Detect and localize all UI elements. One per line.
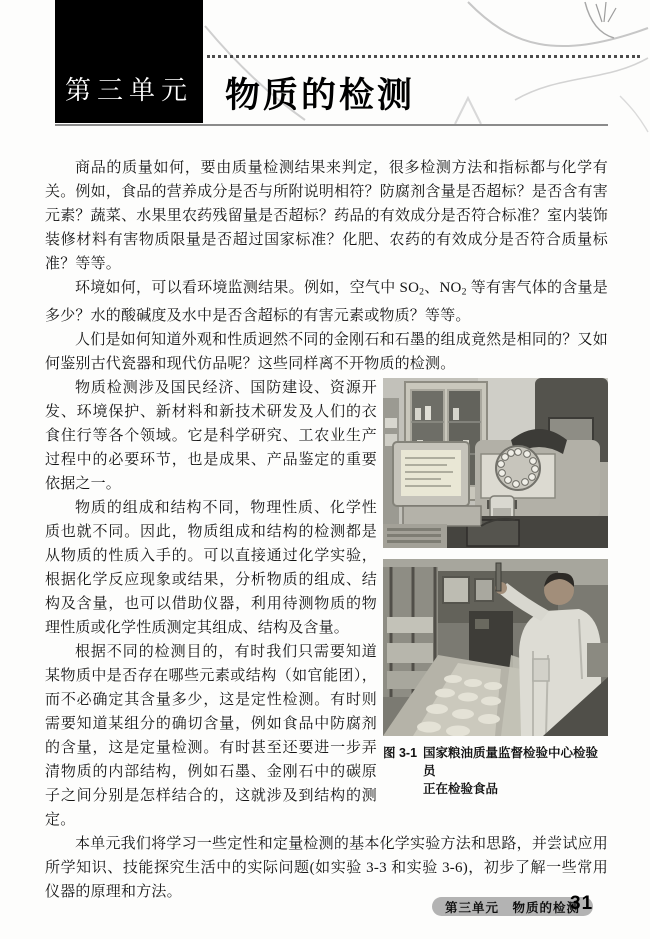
body-paragraph-1: 商品的质量如何，要由质量检测结果来判定，很多检测方法和指标都与化学有关。例如，食品的营养成分是否与所附说明相符？防腐剂含量是否超标？是否含有害元素？蔬菜、水果里农药残留量是否超标？药品的有效成分是否符合标准？室内装饰装修材料有害物质限量是否超过国家标准？化肥、农药的有效成分是否符合质量标准？等等。 xyxy=(45,160,608,272)
body-paragraph-2 xyxy=(45,276,608,328)
paragraph-2-segment: 环境如何，可以看环境监测结果。例如，空气中 SO xyxy=(75,280,420,296)
figure-caption-line1: 国家粮油质量监督检验中心检验员 xyxy=(423,746,599,779)
so2-subscript: 2 xyxy=(419,286,425,298)
unit-number-label: 第三单元 xyxy=(64,75,193,105)
figure-caption-text xyxy=(423,744,608,798)
paragraph-2-segment: 、NO xyxy=(424,280,462,296)
page-title: 物质的检测 xyxy=(225,76,416,115)
no2-subscript: 2 xyxy=(461,286,467,298)
paragraph-2-segment: 等有害气体的含量是多少？水的酸碱度及水中是否含超标的有害元素或物质？等等。 xyxy=(45,280,609,325)
body-text xyxy=(45,156,608,904)
body-paragraph-7: 本单元我们将学习一些定性和定量检测的基本化学实验方法和思路，并尝试应用所学知识、技能探究生活中的实际问题(如实验 3-3 和实验 3-6)，初步了解一些常用仪器的原理和方法。 xyxy=(45,836,608,901)
body-paragraph-6: 根据不同的检测目的，有时我们只需要知道某物质中是否存在哪些元素或结构（如官能团），而不必确定其含量多少，这是定性检测。有时则需要知道某组分的确切含量，例如食品中防腐剂的含量，这是定量检测。有时甚至还要进一步弄清物质的内部结构，例如石墨、金刚石中的碳原子之间分别是怎样结合的，这就涉及到结构的测定。 xyxy=(45,644,377,829)
dotted-divider xyxy=(207,55,640,58)
photo-lab-instruments xyxy=(383,378,608,548)
header-rule xyxy=(55,124,608,126)
page-header xyxy=(0,0,650,126)
figure-3-1 xyxy=(383,378,608,798)
figure-caption xyxy=(383,744,608,798)
figure-caption-label: 图 3-1 xyxy=(383,746,418,761)
body-paragraph-4: 物质检测涉及国民经济、国防建设、资源开发、环境保护、新材料和新技术研发及人们的衣食住行等各个领域。它是科学研究、工农业生产过程中的必要环节，也是成果、产品鉴定的重要依据之一。 xyxy=(45,380,377,493)
photo-inspector-testing-food xyxy=(383,559,608,736)
body-paragraph-3: 人们是如何知道外观和性质迥然不同的金刚石和石墨的组成竟然是相同的？又如何鉴别古代瓷器和现代仿品呢？这些同样离不开物质的检测。 xyxy=(45,332,608,373)
footer-section-label: 第三单元 物质的检测 xyxy=(445,900,581,915)
page-number: 31 xyxy=(570,893,594,914)
footer-section-pill xyxy=(432,897,593,916)
body-paragraph-5: 物质的组成和结构不同，物理性质、化学性质也就不同。因此，物质组成和结构的检测都是从物质的性质入手的。可以直接通过化学实验，根据化学反应现象或结果，分析物质的组成、结构及含量，也可以借助仪器，利用待测物质的物理性质或化学性质测定其组成、结构及含量。 xyxy=(45,500,377,637)
unit-number-block xyxy=(55,0,203,123)
figure-caption-line2: 正在检验食品 xyxy=(423,782,499,797)
